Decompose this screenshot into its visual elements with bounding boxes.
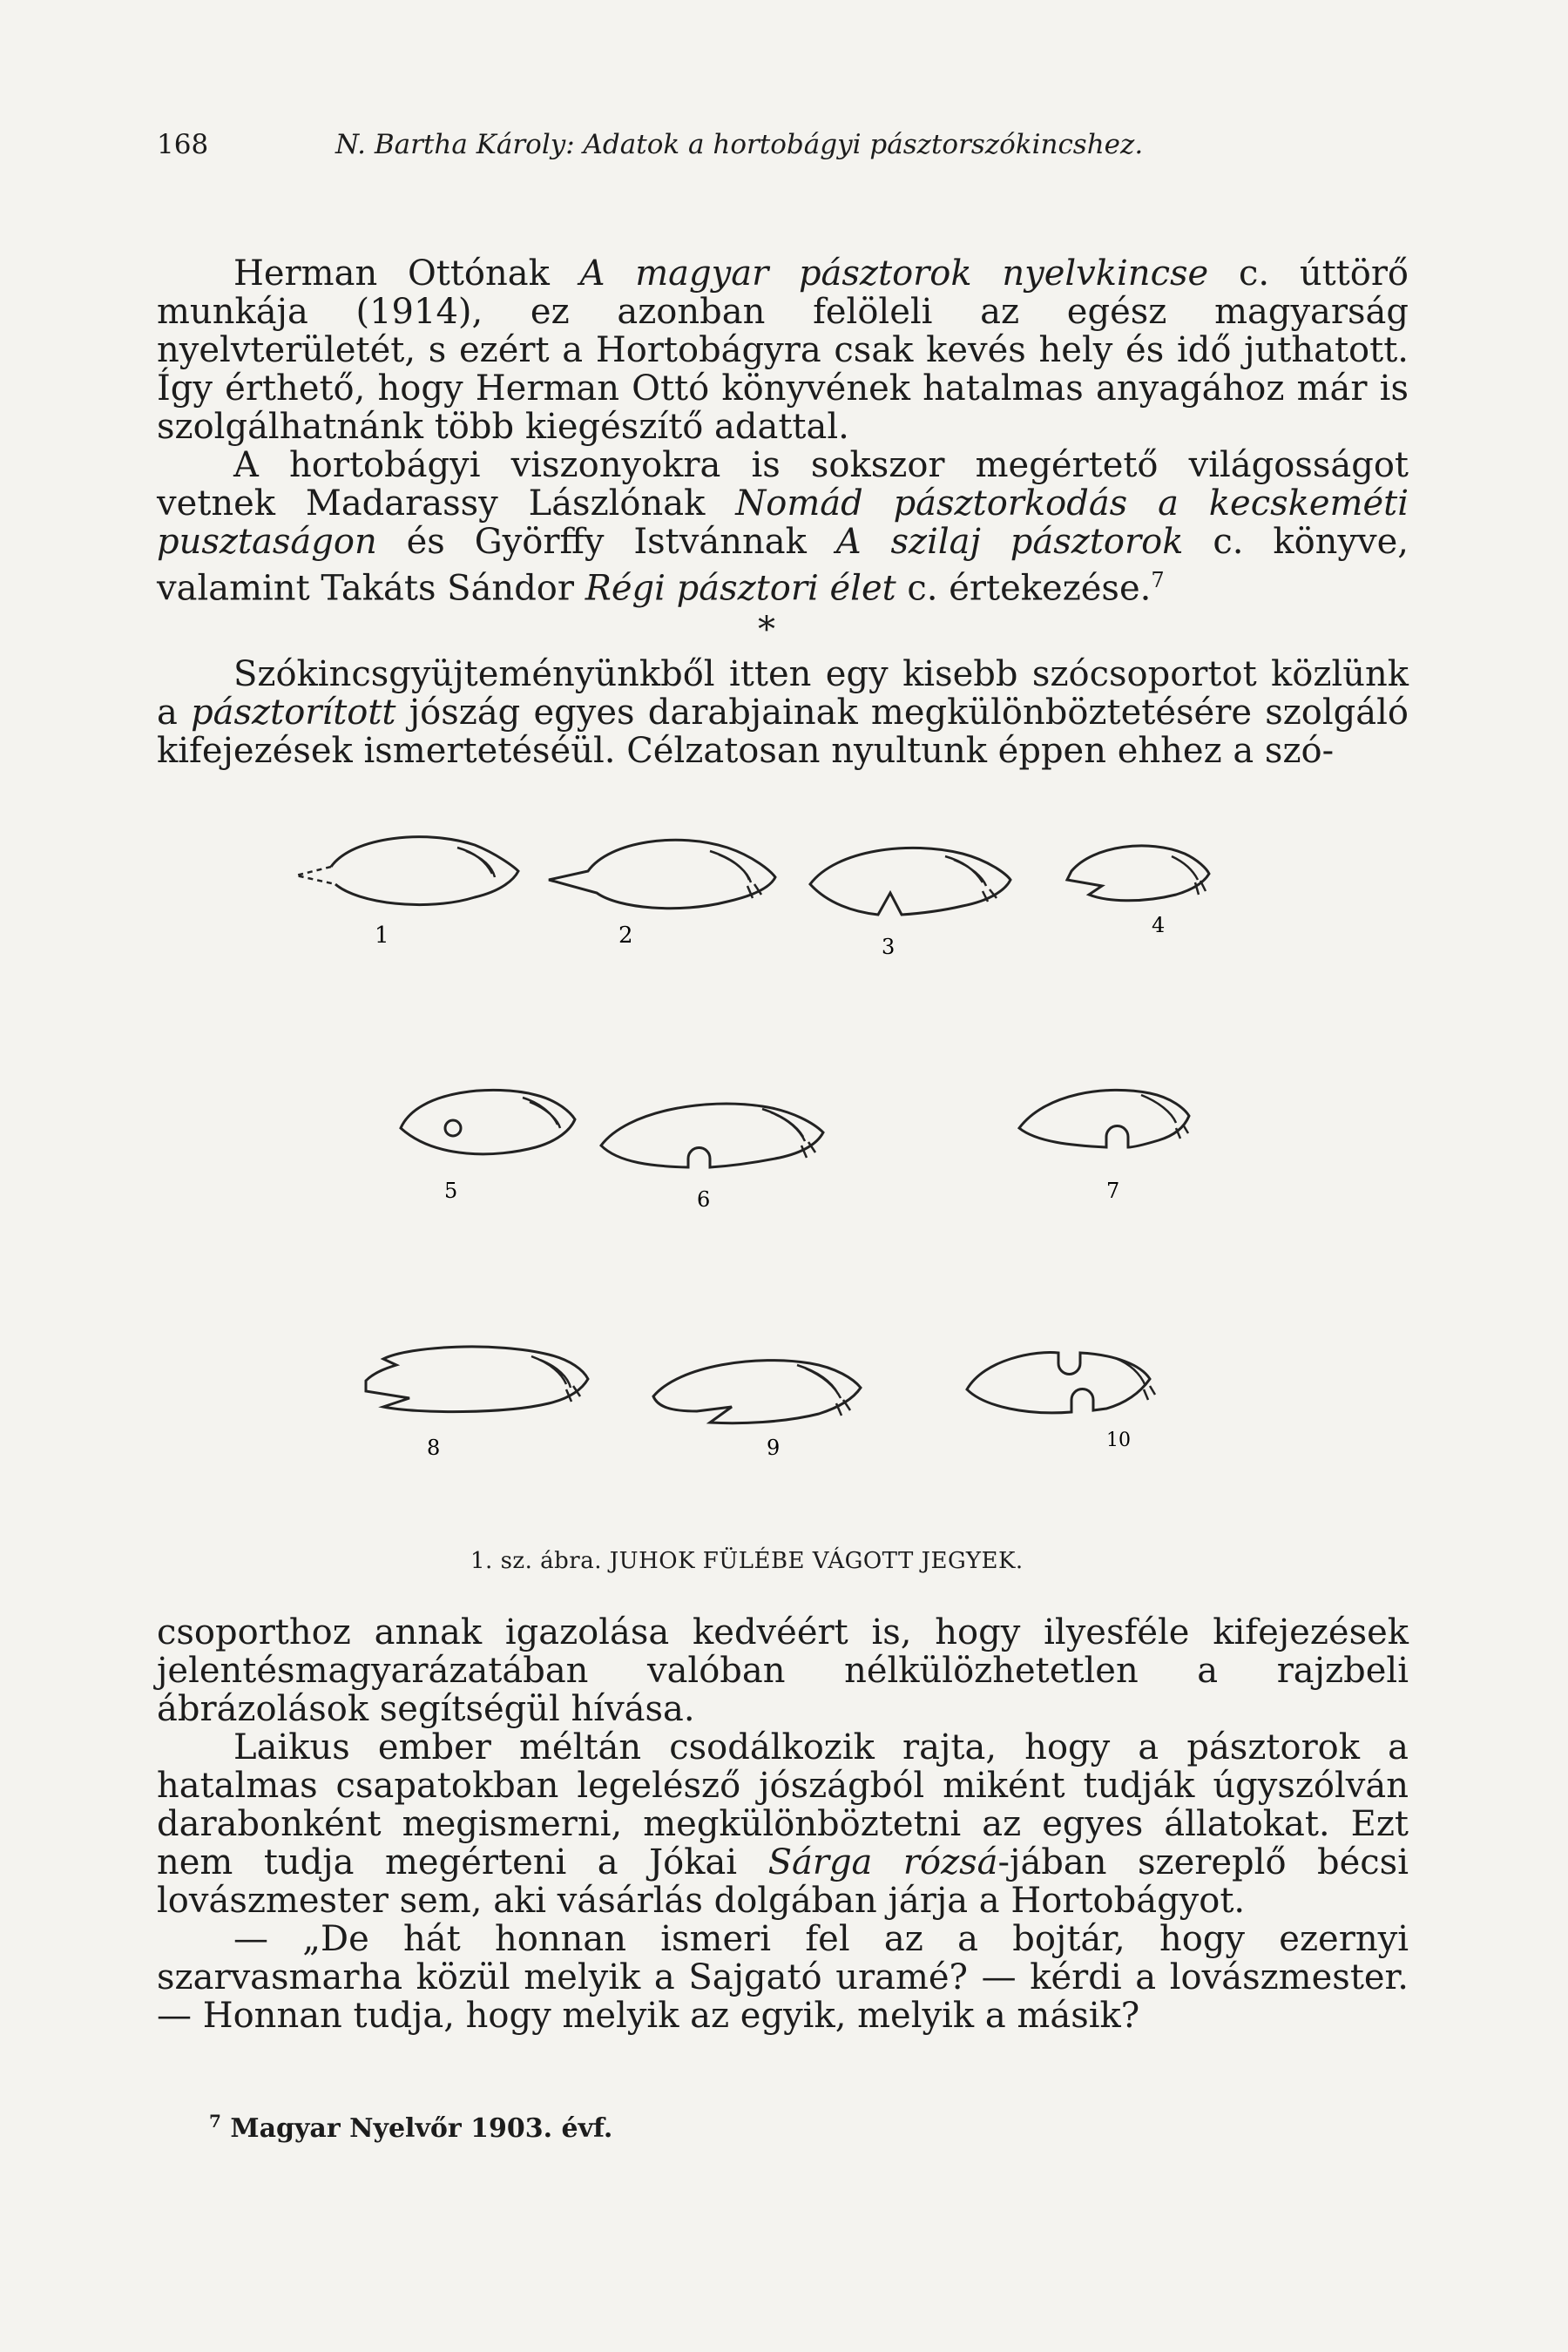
paragraph-4: csoporthoz annak igazolása kedvéért is, hogy ilyesféle kifejezések jelentésmagyarázatában valóban nélkülözhetetlen a rajzbeli ábrázolások segítségül hívása. — [157, 1612, 1409, 1729]
emphasis-pasztoritott: pásztorított — [191, 693, 396, 733]
label-6: 6 — [697, 1187, 711, 1212]
ear-mark-10 — [967, 1352, 1155, 1451]
book-title-jokai: Sárga rózsá — [767, 1842, 998, 1882]
body-text-mid — [157, 655, 1409, 770]
ear-mark-3 — [810, 848, 1010, 959]
label-4: 4 — [1152, 913, 1166, 937]
ear-mark-5 — [401, 1090, 575, 1203]
paragraph-6: — „De hát honnan ismeri fel az a bojtár, hogy ezernyi szarvasmarha közül melyik a Sajgató uramé? — kérdi a lovászmester. — Honnan tudja, hogy melyik az egyik, melyik a másik? — [157, 1919, 1409, 2036]
book-title-madarassy: Nomád pásztorkodás a kecskeméti pusztaságon — [157, 483, 1409, 562]
ear-mark-6 — [601, 1104, 823, 1212]
paragraph-2: A hortobágyi viszonyokra is sokszor megértető világosságot vetnek Madarassy Lászlónak Nomád pásztorkodás a kecskeméti pusztaságon és Györffy Istvánnak A szilaj pásztorok c. könyve, valamint Takáts Sándor Régi pásztori élet c. értekezése.$^7$ — [157, 445, 1409, 609]
section-separator: * — [758, 610, 775, 650]
label-8: 8 — [427, 1436, 441, 1460]
book-title-herman: A magyar pásztorok nyelvkincse — [579, 253, 1209, 294]
footnote-text: Magyar Nyelvőr 1903. évf. — [230, 2113, 613, 2144]
label-9: 9 — [767, 1436, 781, 1460]
label-10: 10 — [1106, 1429, 1131, 1451]
paragraph-5: Laikus ember méltán csodálkozik rajta, hogy a pásztorok a hatalmas csapatokban legelésző jószágból miként tudják úgyszólván darabonként megismerni, megkülönböztetni az egyes állatokat. Ezt nem tudja megérteni a Jókai Sárga rózsá-jában szereplő bécsi lovászmester sem, aki vásárlás dolgában járja a Hortobágyot. — [157, 1727, 1409, 1921]
ear-mark-8 — [366, 1347, 588, 1460]
footnote — [209, 2111, 612, 2144]
footnote-mark: 7 — [209, 2111, 221, 2132]
ear-mark-2 — [549, 840, 775, 949]
book-title-takats: Régi pásztori élet — [585, 568, 896, 609]
paragraph-3: Szókincsgyüjteményünkből itten egy kisebb szócsoportot közlünk a pásztorított jószág egyes darabjainak megkülönböztetésére szolgáló kifejezések ismertetéséül. Célzatosan nyultunk éppen ehhez a szó- — [157, 654, 1409, 771]
footnote-ref: 7 — [1151, 568, 1165, 592]
ear-mark-4 — [1067, 846, 1209, 937]
label-1: 1 — [375, 923, 389, 949]
ear-mark-7 — [1019, 1090, 1189, 1203]
page-number: 168 — [157, 129, 209, 160]
ear-mark-9 — [653, 1361, 861, 1460]
body-text-bottom — [157, 1613, 1409, 2035]
body-text-top — [157, 254, 1409, 607]
paragraph-1: Herman Ottónak A magyar pásztorok nyelvkincse c. úttörő munkája (1914), ez azonban felöleli az egész magyarság nyelvterületét, s ezért a Hortobágyra csak kevés hely és idő juthatott. Így érthető, hogy Herman Ottó könyvének hatalmas anyagához már is szolgálhatnánk több kiegészítő adattal. — [157, 253, 1409, 447]
figure-caption: 1. sz. ábra. JUHOK FÜLÉBE VÁGOTT JEGYEK. — [470, 1548, 1024, 1574]
label-3: 3 — [882, 935, 896, 959]
book-title-gyorffy: A szilaj pásztorok — [835, 522, 1184, 562]
ear-mark-1 — [296, 837, 518, 949]
ear-marks-figure — [270, 832, 1220, 1546]
label-7: 7 — [1106, 1179, 1120, 1203]
label-5: 5 — [444, 1179, 458, 1203]
label-2: 2 — [618, 923, 633, 949]
running-title: N. Bartha Károly: Adatok a hortobágyi pásztorszókincshez. — [335, 129, 1144, 160]
